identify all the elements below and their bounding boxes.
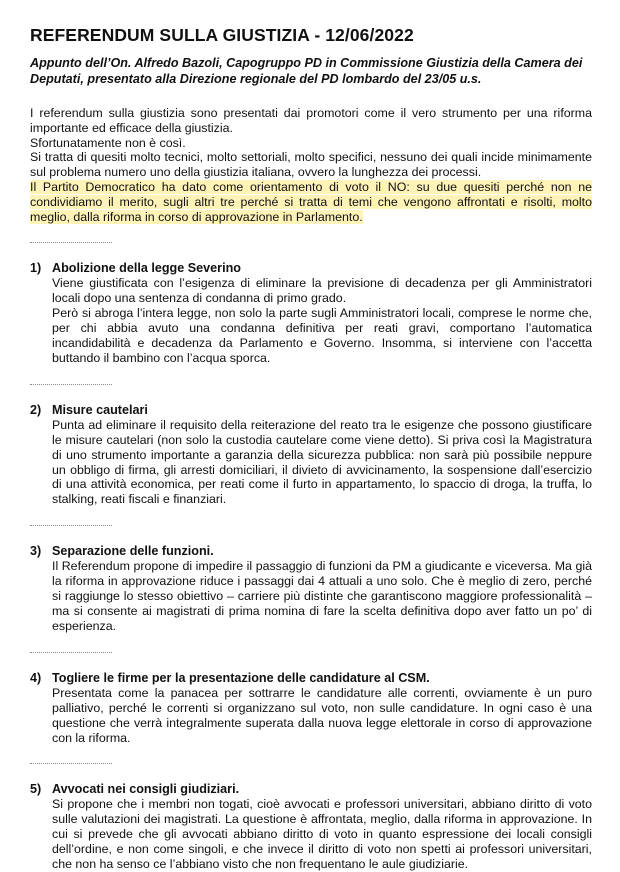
item-paragraph: Però si abroga l’intera legge, non solo la parte sugli Amministratori locali, comprese le norme che, per chi abbia avuto una condanna definitiva per reati gravi, comportano l’automatica incandidabilità e decadenza da Parlamento e Governo. Insomma, si interviene con l’accetta buttando il bambino con l’acqua sporca. xyxy=(52,306,592,365)
item-number: 4) xyxy=(30,670,42,685)
referendum-item-4 xyxy=(30,671,592,746)
item-number: 5) xyxy=(30,782,42,797)
document-title: REFERENDUM SULLA GIUSTIZIA - 12/06/2022 xyxy=(30,25,414,45)
item-number: 3) xyxy=(30,544,42,559)
highlighted-position-statement: Il Partito Democratico ha dato come orientamento di voto il NO: su due quesiti perché non ne condividiamo il merito, sugli altri tre perché si tratta di temi che vengono affrontati e risolti, molto meglio, dalla riforma in corso di approvazione in Parlamento. xyxy=(30,179,592,224)
dotted-separator xyxy=(30,525,112,526)
intro-paragraph: Sfortunatamente non è così. xyxy=(30,135,186,150)
intro-paragraph: Si tratta di quesiti molto tecnici, molto settoriali, molto specifici, nessuno dei quali incide minimamente sul problema numero uno della giustizia italiana, ovvero la lunghezza dei processi. xyxy=(30,150,592,180)
item-title: Separazione delle funzioni. xyxy=(52,544,214,559)
dotted-separator xyxy=(30,652,112,653)
item-paragraph: Punta ad eliminare il requisito della reiterazione del reato tra le esigenze che possono giustificare le misure cautelari (non solo la custodia cautelare come viene detto). Si priva così la Magistratura di uno strumento importante a garanzia della sicurezza pubblica: non sarà più possibile neppure un obbligo di firma, gli arresti domiciliari, il divieto di avvicinamento, la sospensione dall’esercizio di una attività economica, per reati come il furto in appartamento, lo spaccio di droga, la truffa, lo stalking, reati fiscali e finanziari. xyxy=(52,417,592,507)
item-title: Misure cautelari xyxy=(52,402,148,417)
item-paragraph: Viene giustificata con l’esigenza di eliminare la previsione di decadenza per gli Amministratori locali dopo una sentenza di condanna di primo grado. xyxy=(52,276,592,306)
item-number: 1) xyxy=(30,261,42,276)
referendum-item-3 xyxy=(30,544,592,634)
intro-paragraph: I referendum sulla giustizia sono presentati dai promotori come il vero strumento per una riforma importante ed efficace della giustizia. xyxy=(30,106,592,135)
dotted-separator xyxy=(30,763,112,764)
item-title: Togliere le firme per la presentazione delle candidature al CSM. xyxy=(52,670,430,685)
referendum-item-2 xyxy=(30,403,592,507)
item-number: 2) xyxy=(30,402,42,417)
dotted-separator xyxy=(30,384,112,385)
item-title: Avvocati nei consigli giudiziari. xyxy=(52,782,240,797)
item-title: Abolizione della legge Severino xyxy=(52,261,241,276)
item-paragraph: Presentata come la panacea per sottrarre le candidature alle correnti, ovviamente è un puro palliativo, perché le correnti si organizzano sul voto, non sulle candidature. In ogni caso è una questione che verrà integralmente superata dalla nuova legge elettorale in corso di approvazione con la riforma. xyxy=(52,685,592,745)
document-subtitle: Appunto dell’On. Alfredo Bazoli, Capogruppo PD in Commissione Giustizia della Camera dei Deputati, presentato alla Direzione regionale del PD lombardo del 23/05 u.s. xyxy=(30,56,583,86)
intro-section xyxy=(30,106,592,224)
document-page xyxy=(30,24,592,872)
referendum-item-5 xyxy=(30,782,592,872)
item-paragraph: Il Referendum propone di impedire il passaggio di funzioni da PM a giudicante e viceversa. Ma già la riforma in approvazione riduce i passaggi dai 4 attuali a uno solo. Che è meglio di zero, perché si raggiunge lo stesso obiettivo – carriere più distinte che garantiscono maggiore professionalità – ma si consente ai magistrati di prima nomina di fare la scelta definitiva dopo aver fatto un po’ di esperienza. xyxy=(52,559,592,633)
referendum-item-1 xyxy=(30,261,592,365)
dotted-separator xyxy=(30,242,112,243)
item-paragraph: Si propone che i membri non togati, cioè avvocati e professori universitari, abbiano diritto di voto sulle valutazioni dei magistrati. La questione è affrontata, meglio, dalla riforma in approvazione. In cui si prevede che gli avvocati abbiano diritto di voto in quanto espressione dei locali consigli dell’ordine, e non come singoli, e che invece il diritto di voto non spetti ai professori universitari, che non ha senso ce l’abbiano visto che non frequentano le aule giudiziarie. xyxy=(52,797,592,872)
